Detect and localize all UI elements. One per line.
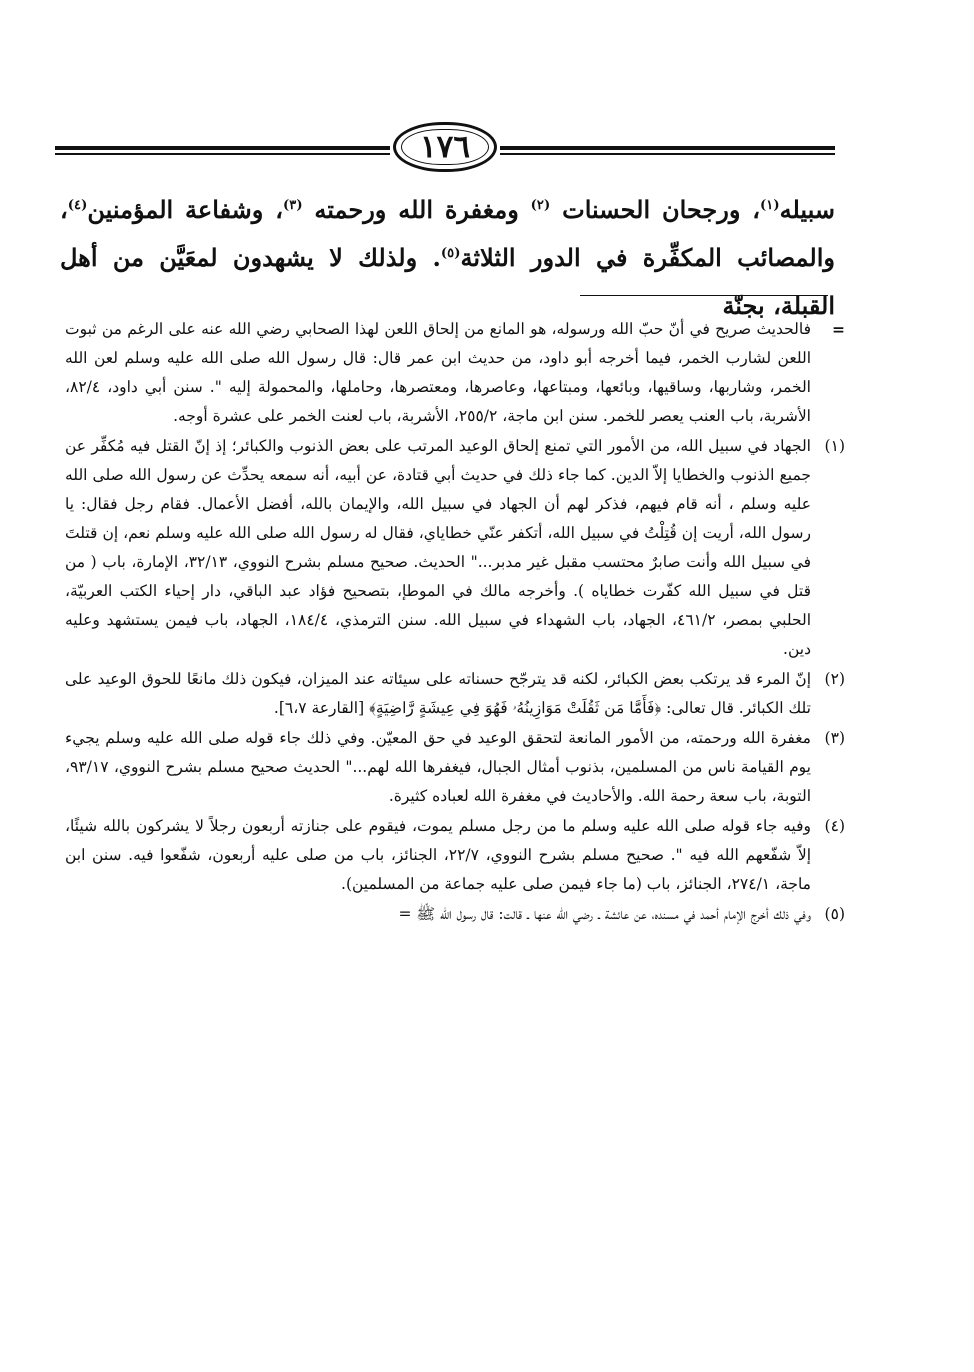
footnote-separator	[580, 295, 828, 296]
footnote-reference: (٤)	[67, 198, 88, 213]
footnote	[65, 432, 845, 664]
footnote	[65, 900, 845, 929]
footnote-reference: (١)	[760, 198, 780, 213]
page-number: ١٧٦	[420, 128, 470, 165]
page-header	[55, 120, 835, 180]
footnote-marker: (٣)	[824, 729, 845, 747]
footnote-marker: (٢)	[824, 670, 845, 688]
main-text-run: ، ورجحان الحسنات	[550, 195, 760, 224]
main-text-run: سبيله	[779, 195, 835, 224]
page-number-frame	[393, 122, 497, 172]
main-text-run: ، والمصائب المكفِّرة في الدور الثلاثة	[60, 195, 835, 272]
footnote-text: مغفرة الله ورحمته، من الأمور المانعة لتحقق الوعيد في حق المعيّن. وفي ذلك جاء قوله صلى الله عليه وسلم يجيء يوم القيامة ناس من المسلمين، بذنوب أمثال الجبال، فيغفرها الله لهم..." الحديث صحيح مسلم بشرح النووي، ٩٣/١٧، التوبة، باب سعة رحمة الله. والأحاديث في مغفرة الله لعباده كثيرة.	[65, 729, 811, 805]
footnote-text: الجهاد في سبيل الله، من الأمور التي تمنع إلحاق الوعيد المرتب على بعض الذنوب والكبائر؛ إذ إنّ القتل فيه مُكفِّر عن جميع الذنوب والخطايا إلاّ الدين. كما جاء ذلك في حديث أبي قتادة، عن أبيه، أنه سمعه يحدِّث عن رسول الله صلى الله عليه وسلم ، أنه قام فيهم، فذكر لهم أن الجهاد في سبيل الله، والإيمان بالله، أفضل الأعمال. فقام رجل فقال: يا رسول الله، أريت إن قُتِلْتُ في سبيل الله، أتكفر عنّي خطاياي، فقال له رسول الله صلى الله عليه وسلم نعم، إن قتلتَ في سبيل الله وأنت صابرٌ محتسب مقبل غير مدبر..." الحديث. صحيح مسلم بشرح النووي، ٣٢/١٣، الإمارة، باب ( من قتل في سبيل الله كفّرت خطاياه ). وأخرجه مالك في الموطإ، بتصحيح فؤاد عبد الباقي، دار إحياء الكتب العربيّة، الحلبي بمصر، ٤٦١/٢، الجهاد، باب الشهداء في سبيل الله. سنن الترمذي، ١٨٤/٤، الجهاد، باب فيمن يستشهد وعليه دين.	[65, 437, 812, 658]
main-text	[60, 186, 835, 330]
main-text-run: ومغفرة الله ورحمته	[302, 195, 531, 224]
footnote-reference: (٢)	[530, 198, 551, 213]
footnote-reference: (٥)	[440, 246, 461, 261]
footnote	[65, 812, 845, 899]
footnote	[65, 315, 845, 431]
footnote-text: فالحديث صريح في أنّ حبّ الله ورسوله، هو المانع من إلحاق اللعن لهذا الصحابي رضي الله عنه على الرغم من ثبوت اللعن لشارب الخمر، فيما أخرجه أبو داود، من حديث ابن عمر قال: قال رسول الله صلى الله عليه وسلم لعن الله الخمر، وشاربها، وساقيها، وبائعها، ومبتاعها، وعاصرها، ومعتصرها، وحاملها، والمحمولة إليه ". سنن أبي داود، ٨٢/٤، الأشربة، باب العنب يعصر للخمر. سنن ابن ماجة، ٢٥٥/٢، الأشربة، باب لعنت الخمر على عشرة أوجه.	[65, 320, 811, 425]
footnotes	[65, 315, 845, 930]
footnote-text: إنّ المرء قد يرتكب بعض الكبائر، لكنه قد يترجّح حسناته على سيئاته عند الميزان، فيكون ذلك مانعًا للحوق الوعيد على تلك الكبائر. قال تعالى: ﴿فَأَمَّا مَن ثَقُلَتْ مَوَازِينُهُۥ فَهُوَ فِي عِيشَةٍ رَّاضِيَةٍ﴾ [القارعة ٦،٧].	[65, 670, 811, 717]
footnote-marker: (٥)	[824, 905, 845, 923]
footnote	[65, 724, 845, 811]
footnote-marker: (٤)	[824, 817, 845, 835]
header-rule-left	[55, 146, 390, 155]
footnote-text: وفي ذلك أخرج الإمام أحمد في مسنده، عن عائشة ـ رضي الله عنها ـ قالت: قال رسول الله ﷺ =	[398, 905, 811, 923]
header-rule-right	[500, 146, 835, 155]
footnote-reference: (٣)	[282, 198, 303, 213]
footnote-text: وفيه جاء قوله صلى الله عليه وسلم ما من رجل مسلم يموت، فيقوم على جنازته أربعون رجلاً لا يشركون بالله شيئًا، إلاّ شفّعهم الله فيه ". صحيح مسلم بشرح النووي، ٢٢/٧، الجنائز، باب من صلى عليه أربعون، شفّعوا فيه. سنن ابن ماجة، ٢٧٤/١، الجنائز، باب (ما جاء فيمن صلى عليه جماعة من المسلمين).	[65, 817, 812, 893]
footnote-marker: (١)	[824, 437, 845, 455]
footnote	[65, 665, 845, 723]
main-text-run: ، وشفاعة المؤمنين	[87, 195, 283, 224]
footnote-marker: =	[832, 320, 845, 339]
main-text-run: . ولذلك لا يشهدون لمعَيَّن من أهل القبلة، بجنّة	[60, 243, 835, 320]
